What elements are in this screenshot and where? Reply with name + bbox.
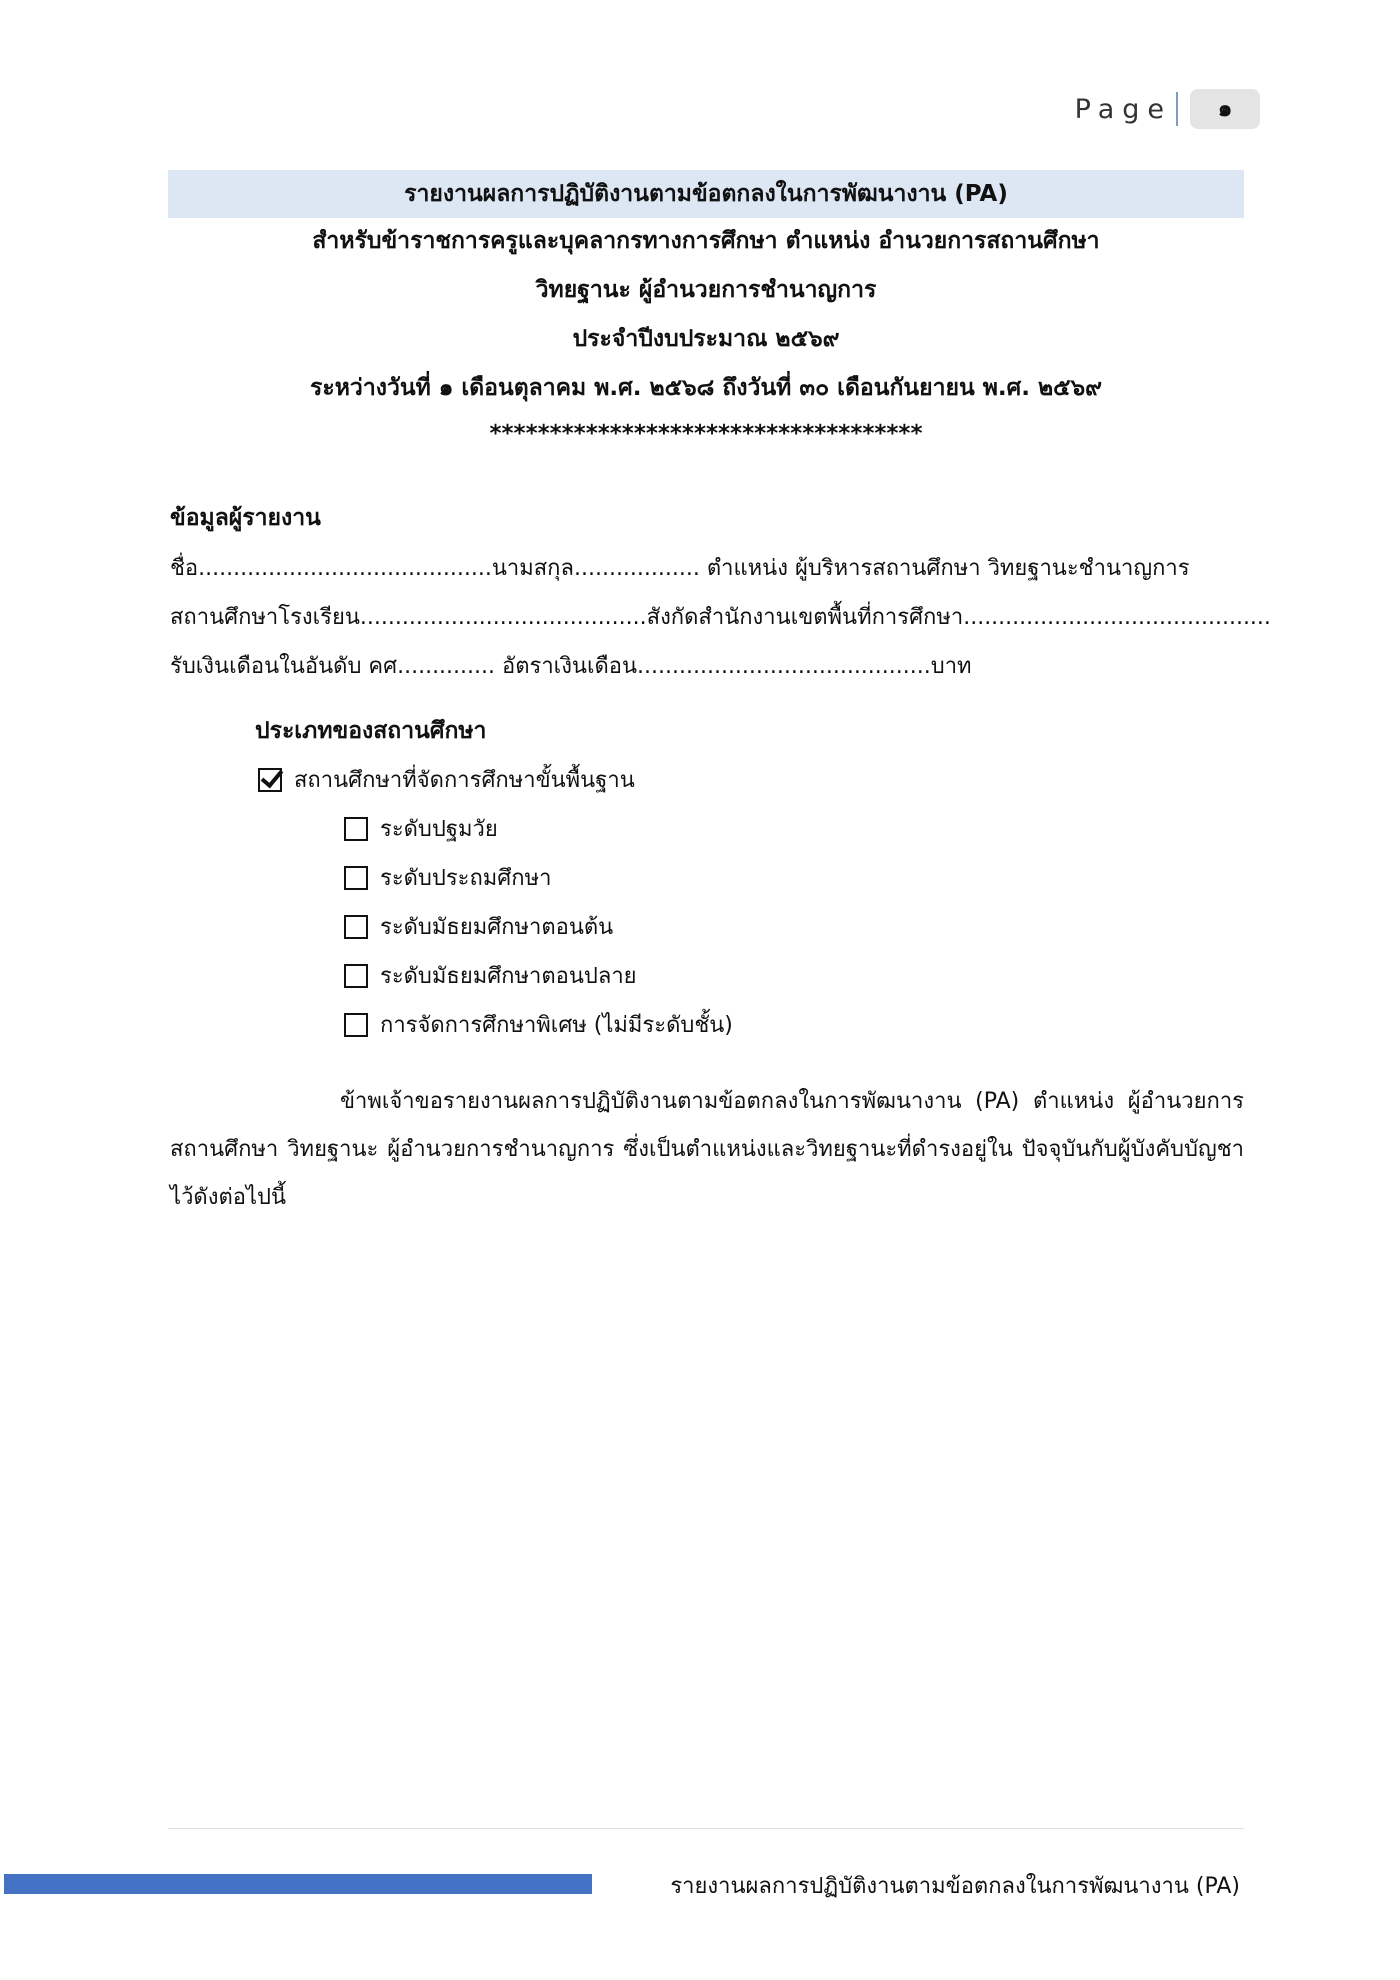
level-lower-secondary-label: ระดับมัธยมศึกษาตอนต้น (380, 915, 614, 940)
document-subtitle: สำหรับข้าราชการครูและบุคลากรทางการศึกษา ตำแหน่ง อำนวยการสถานศึกษา (312, 228, 1100, 254)
school-type-basic-label: สถานศึกษาที่จัดการศึกษาขั้นพื้นฐาน (294, 768, 635, 793)
page-label: Page (1074, 93, 1172, 125)
level-primary-option[interactable] (344, 860, 551, 895)
report-statement: ข้าพเจ้าขอรายงานผลการปฏิบัติงานตามข้อตกลงในการพัฒนางาน (PA) ตำแหน่ง ผู้อำนวยการสถานศึกษา วิทยฐานะ ผู้อำนวยการชำนาญการ ซึ่งเป็นตำแหน่งและวิทยฐานะที่ดำรงอยู่ใน ปัจจุบันกับผู้บังคับบัญชา ไว้ดังต่อไปนี้ (170, 1089, 1244, 1210)
level-early-childhood-option[interactable] (344, 811, 498, 846)
reporter-school-line: สถานศึกษาโรงเรียน.........................................สังกัดสำนักงานเขตพื้นที่การศึกษา............................................ (170, 605, 1271, 630)
footer-accent-bar (4, 1874, 592, 1894)
page-separator (1176, 92, 1178, 126)
level-primary-label: ระดับประถมศึกษา (380, 866, 552, 891)
checkbox-icon[interactable] (344, 817, 368, 841)
footer-title: รายงานผลการปฏิบัติงานตามข้อตกลงในการพัฒนางาน (PA) (670, 1874, 1240, 1899)
school-type-heading: ประเภทของสถานศึกษา (255, 718, 487, 744)
page-number-area (1075, 88, 1260, 130)
level-lower-secondary-option[interactable] (344, 909, 613, 944)
level-upper-secondary-option[interactable] (344, 958, 637, 993)
academic-standing: วิทยฐานะ ผู้อำนวยการชำนาญการ (535, 277, 877, 303)
special-education-option[interactable] (344, 1007, 733, 1042)
checkbox-icon[interactable] (344, 964, 368, 988)
school-type-basic-option[interactable] (258, 762, 635, 797)
special-education-label: การจัดการศึกษาพิเศษ (ไม่มีระดับชั้น) (380, 1013, 733, 1038)
reporter-name-line: ชื่อ..........................................นามสกุล.................. ตำแหน่ง ผู้บริหารสถานศึกษา วิทยฐานะชำนาญการ (170, 556, 1190, 581)
level-early-childhood-label: ระดับปฐมวัย (380, 817, 498, 842)
star-divider: ************************************ (489, 421, 923, 447)
footer-divider (168, 1828, 1244, 1829)
checkbox-icon[interactable] (344, 915, 368, 939)
checkbox-checked-icon[interactable] (258, 768, 282, 792)
report-period: ระหว่างวันที่ ๑ เดือนตุลาคม พ.ศ. ๒๕๖๘ ถึงวันที่ ๓๐ เดือนกันยายน พ.ศ. ๒๕๖๙ (310, 375, 1102, 401)
page-number: ๑ (1190, 89, 1260, 129)
reporter-salary-line: รับเงินเดือนในอันดับ คศ.............. อัตราเงินเดือน..........................................บาท (170, 654, 972, 679)
checkbox-icon[interactable] (344, 866, 368, 890)
document-title: รายงานผลการปฏิบัติงานตามข้อตกลงในการพัฒนางาน (PA) (168, 170, 1244, 218)
reporter-info-heading: ข้อมูลผู้รายงาน (170, 505, 321, 531)
level-upper-secondary-label: ระดับมัธยมศึกษาตอนปลาย (380, 964, 637, 989)
fiscal-year: ประจำปีงบประมาณ ๒๕๖๙ (572, 326, 840, 352)
checkbox-icon[interactable] (344, 1013, 368, 1037)
